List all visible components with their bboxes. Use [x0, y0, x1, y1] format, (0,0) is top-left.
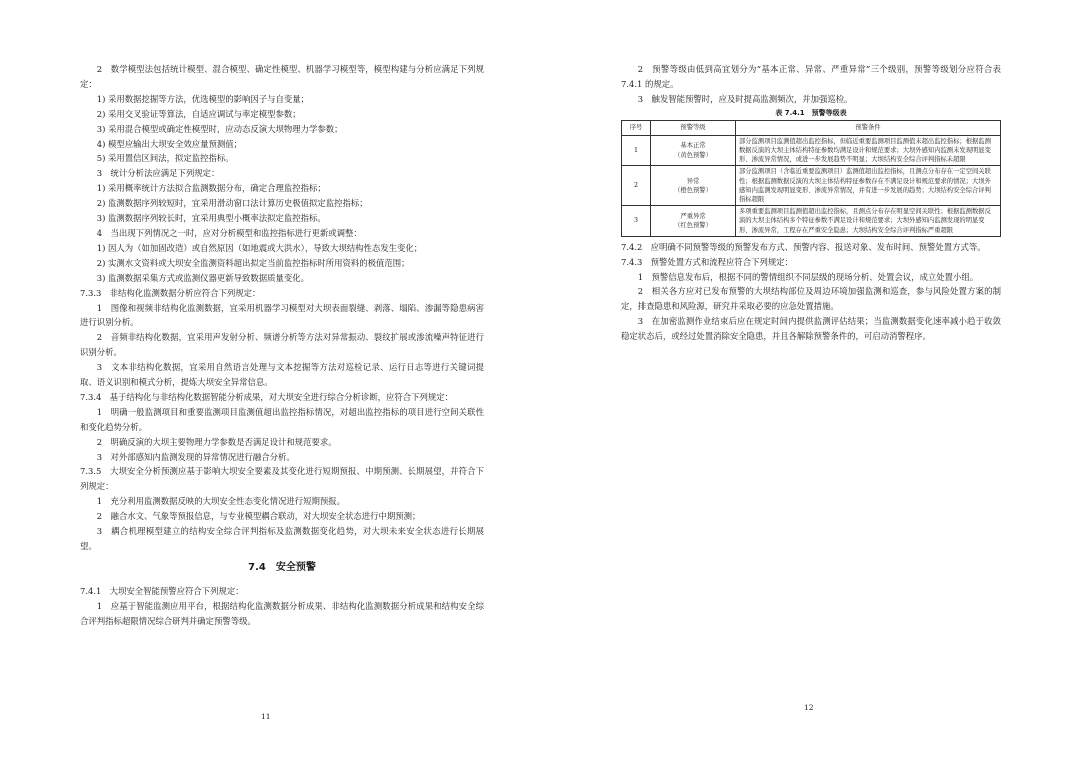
table-row	[622, 166, 1001, 206]
paragraph: 1 预警信息发布后，根据不同的警情组织不同层级的现场分析、处置会议，成立处置小组。	[637, 271, 979, 282]
right-page-body	[621, 62, 1001, 107]
level-name: 基本正常	[680, 142, 706, 150]
section-title: 7.4 安全预警	[248, 561, 316, 573]
level-color: （橙色预警）	[674, 186, 712, 194]
paragraph: 1 应基于智能监测应用平台，根据结构化监测数据分析成果、非结构化监测数据分析成果和结构安全综合评判指标超限情况综合研判并确定预警等级。	[80, 600, 484, 626]
left-page-body-after	[80, 584, 484, 629]
header-condition: 预警条件	[736, 120, 1001, 135]
level-color: （黄色预警）	[674, 151, 712, 159]
cell-no: 1	[622, 135, 651, 166]
right-page	[621, 62, 1001, 344]
table-header-row	[622, 120, 1001, 135]
cell-condition: 部分监测项目监测值超出监控指标，但临近重要监测项目监测值未超出监控指标；根据监测数据反演的大坝主体结构特征参数均满足设计和规范要求；大坝外感知内监测未发现明显变形、渗流异常情况，或进一步发展趋势不明显；大坝结构安全综合评判指标未超限	[736, 135, 1001, 166]
paragraph: 5) 采用置信区间法，拟定监控指标。	[96, 153, 234, 164]
paragraph: 1) 采用概率统计方法拟合监测数据分布，确定合理监控指标；	[96, 183, 326, 194]
paragraph: 3 统计分析法应满足下列规定：	[96, 168, 220, 179]
paragraph: 2 明确反演的大坝主要物理力学参数是否满足设计和规范要求。	[96, 436, 337, 447]
cell-condition: 多项重要监测项目监测值超出监控指标，且测点分布存在明显空间关联性；根据监测数据反演的大坝主体结构多个特征参数不满足设计和规范要求；大坝外感知内监测发现的明显变形、渗流异常，工程存在严重安全隐患；大坝结构安全综合评判指标严重超限	[736, 206, 1001, 237]
clause-heading: 7.3.3 非结构化监测数据分析应符合下列规定：	[80, 287, 261, 298]
right-page-body-after	[621, 240, 1001, 344]
left-page-body	[80, 62, 484, 554]
paragraph: 1) 因人为（如加固改造）或自然原因（如地震或大洪水），导致大坝结构性态发生变化；	[96, 242, 423, 253]
cell-level	[651, 135, 736, 166]
paragraph: 2 融合水文、气象等预报信息，与专业模型耦合联动，对大坝安全状态进行中期预测；	[96, 511, 421, 522]
clause-heading: 7.3.4 基于结构化与非结构化数据智能分析成果，对大坝安全进行综合分析诊断，应符合下列规定：	[80, 391, 454, 402]
clause-heading: 7.3.5 大坝安全分析预测应基于影响大坝安全要素及其变化进行短期预报、中期预测、长期展望，并符合下列规定：	[80, 466, 484, 492]
cell-condition: 部分监测项目（含临近重要监测项目）监测值超出监控指标，且测点分布存在一定空间关联性；根据监测数据反演的大坝主体结构特征参数存在不满足设计和规范要求的情况；大坝外感知内监测发现明显变形、渗流异常情况，并有进一步发展的趋势；大坝结构安全综合评判指标超限	[736, 166, 1001, 206]
paragraph: 2) 实测水文资料或大坝安全监测资料超出拟定当前监控指标时所用资料的极值范围；	[96, 257, 410, 268]
level-color: （红色预警）	[674, 221, 712, 229]
paragraph: 1) 采用数据挖掘等方法，优选模型的影响因子与自变量；	[96, 93, 310, 104]
cell-no: 2	[622, 166, 651, 206]
table-row	[622, 206, 1001, 237]
cell-level	[651, 206, 736, 237]
paragraph: 3 文本非结构化数据，宜采用自然语言处理与文本挖掘等方法对巡检记录、运行日志等进行关键词提取、语义识别和模式分析，提炼大坝安全异常信息。	[80, 362, 484, 388]
paragraph: 3) 监测数据序列较长时，宜采用典型小概率法拟定监控指标。	[96, 213, 326, 224]
page-number-right: 12	[804, 703, 814, 712]
paragraph: 3 在加密监测作业结束后应在规定时间内提供监测评估结果；当监测数据变化速率减小趋于收敛稳定状态后，或经过处置消除安全隐患，并且各解除预警条件的，可启动消警程序。	[621, 316, 1001, 342]
left-page	[80, 62, 484, 629]
paragraph: 4 当出现下列情况之一时，应对分析模型和监控指标进行更新或调整：	[96, 227, 362, 238]
paragraph: 3 对外部感知内监测发现的异常情况进行融合分析。	[96, 451, 295, 462]
paragraph: 1 充分利用监测数据反映的大坝安全性态变化情况进行短期预报。	[96, 496, 345, 507]
clause-heading: 7.4.1 大坝安全智能预警应符合下列规定：	[80, 585, 244, 596]
paragraph: 2) 监测数据序列较短时，宜采用滑动窗口法计算历史极值拟定监控指标；	[96, 198, 368, 209]
header-level: 预警等级	[651, 120, 736, 135]
clause-heading: 7.4.3 预警处置方式和流程应符合下列规定：	[621, 256, 794, 267]
table-row	[622, 135, 1001, 166]
warning-level-table	[621, 120, 1001, 237]
level-name: 严重异常	[680, 212, 706, 220]
paragraph: 2 音频非结构化数据，宜采用声发射分析、频谱分析等方法对异常振动、裂纹扩展或渗流噪声特征进行识别分析。	[80, 332, 484, 358]
clause-heading: 7.4.2 应明确不同预警等级的预警发布方式、预警内容、报送对象、发布时间、预警处置方式等。	[621, 241, 986, 252]
cell-level	[651, 166, 736, 206]
paragraph: 1 图像和视频非结构化监测数据，宜采用机器学习模型对大坝表面裂缝、剥落、塌陷、渗漏等隐患病害进行识别分析。	[80, 302, 484, 328]
cell-no: 3	[622, 206, 651, 237]
header-no: 序号	[622, 120, 651, 135]
paragraph: 2 相关各方应对已发布预警的大坝结构部位及周边环境加强监测和巡查，参与风险处置方案的制定，排查隐患和风险源，研究并采取必要的应急处置措施。	[621, 286, 1001, 312]
paragraph: 4) 模型应输出大坝安全效应量预测值；	[96, 138, 243, 149]
paragraph: 1 明确一般监测项目和重要监测项目监测值超出监控指标情况，对超出监控指标的项目进行空间关联性和变化趋势分析。	[80, 406, 484, 432]
paragraph: 3 耦合机理模型建立的结构安全综合评判指标及监测数据变化趋势，对大坝未来安全状态进行长期展望。	[80, 526, 484, 551]
paragraph: 2 预警等级由低到高宜划分为“基本正常、异常、严重异常”三个级别，预警等级划分应符合表 7.4.1 的规定。	[621, 64, 1001, 89]
paragraph: 3) 采用混合模型或确定性模型时，应动态反演大坝物理力学参数；	[96, 123, 343, 134]
table-caption: 表 7.4.1 预警等级表	[775, 108, 847, 117]
paragraph: 3) 监测数据采集方式或监测仪器更新导致数据质量变化。	[96, 272, 310, 283]
page-number-left: 11	[261, 712, 271, 721]
paragraph: 2) 采用交叉验证等算法，自适应调试与率定模型参数；	[96, 108, 301, 119]
paragraph: 3 触发智能预警时，应及时提高监测频次，并加强巡检。	[637, 93, 853, 104]
paragraph: 2 数学模型法包括统计模型、混合模型、确定性模型、机器学习模型等，模型构建与分析应满足下列规定：	[80, 64, 484, 89]
level-name: 异常	[686, 177, 700, 185]
